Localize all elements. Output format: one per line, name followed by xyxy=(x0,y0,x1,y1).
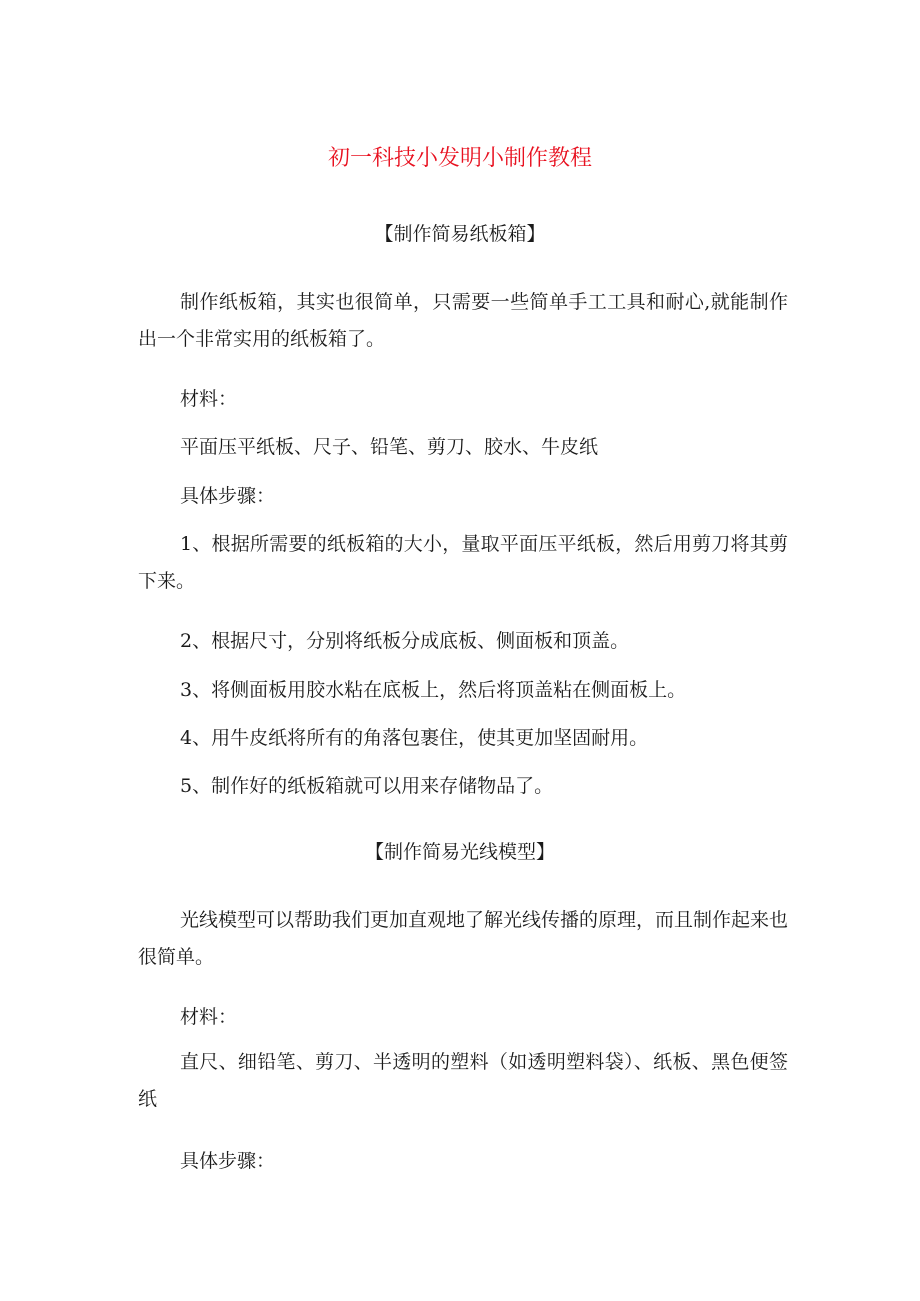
materials-label-light-model: 材料： xyxy=(180,1006,238,1028)
steps-label-light-model: 具体步骤： xyxy=(180,1150,276,1172)
document-title: 初一科技小发明小制作教程 xyxy=(327,146,592,171)
section-intro-cardboard-box: 制作纸板箱，其实也很简单，只需要一些简单手工工具和耐心,就能制作出一个非常实用的纸板箱了。 xyxy=(138,291,788,350)
step-item-5: 5、制作好的纸板箱就可以用来存储物品了。 xyxy=(180,775,554,797)
steps-label-cardboard-box: 具体步骤： xyxy=(180,485,276,507)
section-intro-light-model: 光线模型可以帮助我们更加直观地了解光线传播的原理，而且制作起来也很简单。 xyxy=(138,909,789,968)
step-item-4: 4、用牛皮纸将所有的角落包裹住，使其更加坚固耐用。 xyxy=(180,727,649,749)
materials-list-light-model: 直尺、细铅笔、剪刀、半透明的塑料（如透明塑料袋）、纸板、黑色便签纸 xyxy=(138,1051,788,1110)
section-heading-light-model: 【制作简易光线模型】 xyxy=(364,841,555,863)
step-item-3: 3、将侧面板用胶水粘在底板上，然后将顶盖粘在侧面板上。 xyxy=(180,679,687,701)
step-item-1: 1、根据所需要的纸板箱的大小，量取平面压平纸板，然后用剪刀将其剪下来。 xyxy=(138,533,788,592)
step-item-2: 2、根据尺寸，分别将纸板分成底板、侧面板和顶盖。 xyxy=(180,630,630,652)
section-heading-cardboard-box: 【制作简易纸板箱】 xyxy=(374,223,546,245)
materials-list-cardboard-box: 平面压平纸板、尺子、铅笔、剪刀、胶水、牛皮纸 xyxy=(180,436,599,458)
materials-label-cardboard-box: 材料： xyxy=(180,388,238,410)
